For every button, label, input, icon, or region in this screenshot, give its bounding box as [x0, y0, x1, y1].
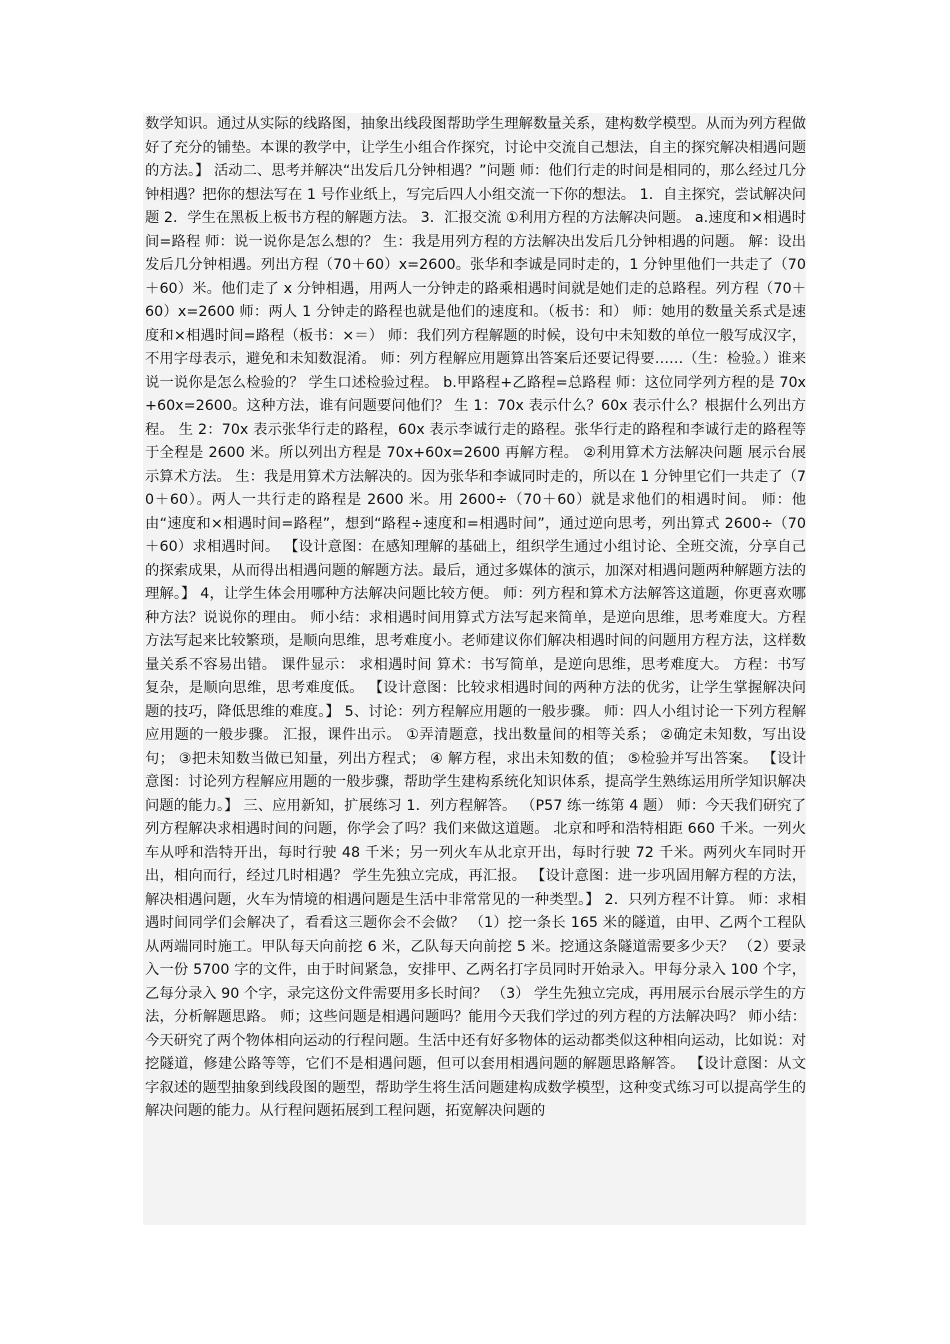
- document-text-block: [143, 113, 806, 1225]
- lesson-plan-text: 数学知识。通过从实际的线路图，抽象出线段图帮助学生理解数量关系，建构数学模型。从而为列方程做好了充分的铺垫。本课的教学中，让学生小组合作探究，讨论中交流自己想法，自主的探究解决相遇问题的方法。】 活动二、思考并解决“出发后几分钟相遇？”问题 师：他们行走的时间是相同的，那么经过几分钟相遇？把你的想法写在 1 号作业纸上，写完后四人小组交流一下你的想法。 1．自主探究，尝试解决问题 2．学生在黑板上板书方程的解题方法。 3．汇报交流 ①利用方程的方法解决问题。 a.速度和×相遇时间=路程 师：说一说你是怎么想的？ 生：我是用列方程的方法解决出发后几分钟相遇的问题。 解：设出发后几分钟相遇。列出方程（70＋60）x=2600。张华和李诚是同时走的，1 分钟里他们一共走了（70＋60）米。他们走了 x 分钟相遇，用两人一分钟走的路乘相遇时间就是她们走的总路程。列方程（70＋60）x=2600 师：两人 1 分钟走的路程也就是他们的速度和。（板书：和） 师：她用的数量关系式是速度和×相遇时间=路程（板书：×＝） 师：我们列方程解题的时候，设句中未知数的单位一般写成汉字，不用字母表示，避免和未知数混淆。 师：列方程解应用题算出答案后还要记得要……（生：检验。）谁来说一说你是怎么检验的？ 学生口述检验过程。 b.甲路程+乙路程=总路程 师：这位同学列方程的是 70x+60x=2600。这种方法，谁有问题要问他们？ 生 1：70x 表示什么？60x 表示什么？根据什么列出方程。 生 2：70x 表示张华行走的路程，60x 表示李诚行走的路程。张华行走的路程和李诚行走的路程等于全程是 2600 米。所以列出方程是 70x+60x=2600 再解方程。 ②利用算术方法解决问题 展示台展示算术方法。 生：我是用算术方法解决的。因为张华和李诚同时走的，所以在 1 分钟里它们一共走了（70＋60）。两人一共行走的路程是 2600 米。用 2600÷（70＋60）就是求他们的相遇时间。 师：他由“速度和×相遇时间=路程”，想到“路程÷速度和=相遇时间”，通过逆向思考，列出算式 2600÷（70＋60）求相遇时间。 【设计意图：在感知理解的基础上，组织学生通过小组讨论、全班交流，分享自己的探索成果，从而得出相遇问题的解题方法。最后，通过多媒体的演示，加深对相遇问题两种解题方法的理解。】 4，让学生体会用哪种方法解决问题比较方便。 师：列方程和算术方法解答这道题，你更喜欢哪种方法？说说你的理由。 师小结：求相遇时间用算式方法写起来简单，是逆向思维，思考难度大。方程方法写起来比较繁琐，是顺向思维，思考难度小。老师建议你们解决相遇时间的问题用方程方法，这样数量关系不容易出错。 课件显示： 求相遇时间 算术：书写简单，是逆向思维，思考难度大。 方程：书写复杂，是顺向思维，思考难度低。 【设计意图：比较求相遇时间的两种方法的优劣，让学生掌握解决问题的技巧，降低思维的难度。】 5、讨论：列方程解应用题的一般步骤。 师：四人小组讨论一下列方程解应用题的一般步骤。 汇报，课件出示。 ①弄清题意，找出数量间的相等关系； ②确定未知数，写出设句； ③把未知数当做已知量，列出方程式； ④ 解方程，求出未知数的值； ⑤检验并写出答案。 【设计意图：讨论列方程解应用题的一般步骤，帮助学生建构系统化知识体系，提高学生熟练运用所学知识解决问题的能力。】 三、应用新知，扩展练习 1．列方程解答。 （P57 练一练第 4 题） 师：今天我们研究了列方程解决求相遇时间的问题，你学会了吗？我们来做这道题。 北京和呼和浩特相距 660 千米。一列火车从呼和浩特开出，每时行驶 48 千米；另一列火车从北京开出，每时行驶 72 千米。两列火车同时开出，相向而行，经过几时相遇？ 学生先独立完成，再汇报。 【设计意图：进一步巩固用解方程的方法，解决相遇问题，火车为情境的相遇问题是生活中非常常见的一种类型。】 2．只列方程不计算。 师：求相遇时间同学们会解决了，看看这三题你会不会做？ （1）挖一条长 165 米的隧道，由甲、乙两个工程队从两端同时施工。甲队每天向前挖 6 米，乙队每天向前挖 5 米。挖通这条隧道需要多少天？ （2）要录入一份 5700 字的文件，由于时间紧急，安排甲、乙两名打字员同时开始录入。甲每分录入 100 个字，乙每分录入 90 个字，录完这份文件需要用多长时间？ （3） 学生先独立完成，再用展示台展示学生的方法，分析解题思路。 师；这些问题是相遇问题吗？能用今天我们学过的列方程的方法解决吗？ 师小结：今天研究了两个物体相向运动的行程问题。生活中还有好多物体的运动都类似这种相向运动，比如说：对挖隧道，修建公路等等，它们不是相遇问题，但可以套用相遇问题的解题思路解答。 【设计意图：从文字叙述的题型抽象到线段图的题型，帮助学生将生活问题建构成数学模型，这种变式练习可以提高学生的解决问题的能力。从行程问题拓展到工程问题，拓宽解决问题的: [145, 116, 806, 1119]
